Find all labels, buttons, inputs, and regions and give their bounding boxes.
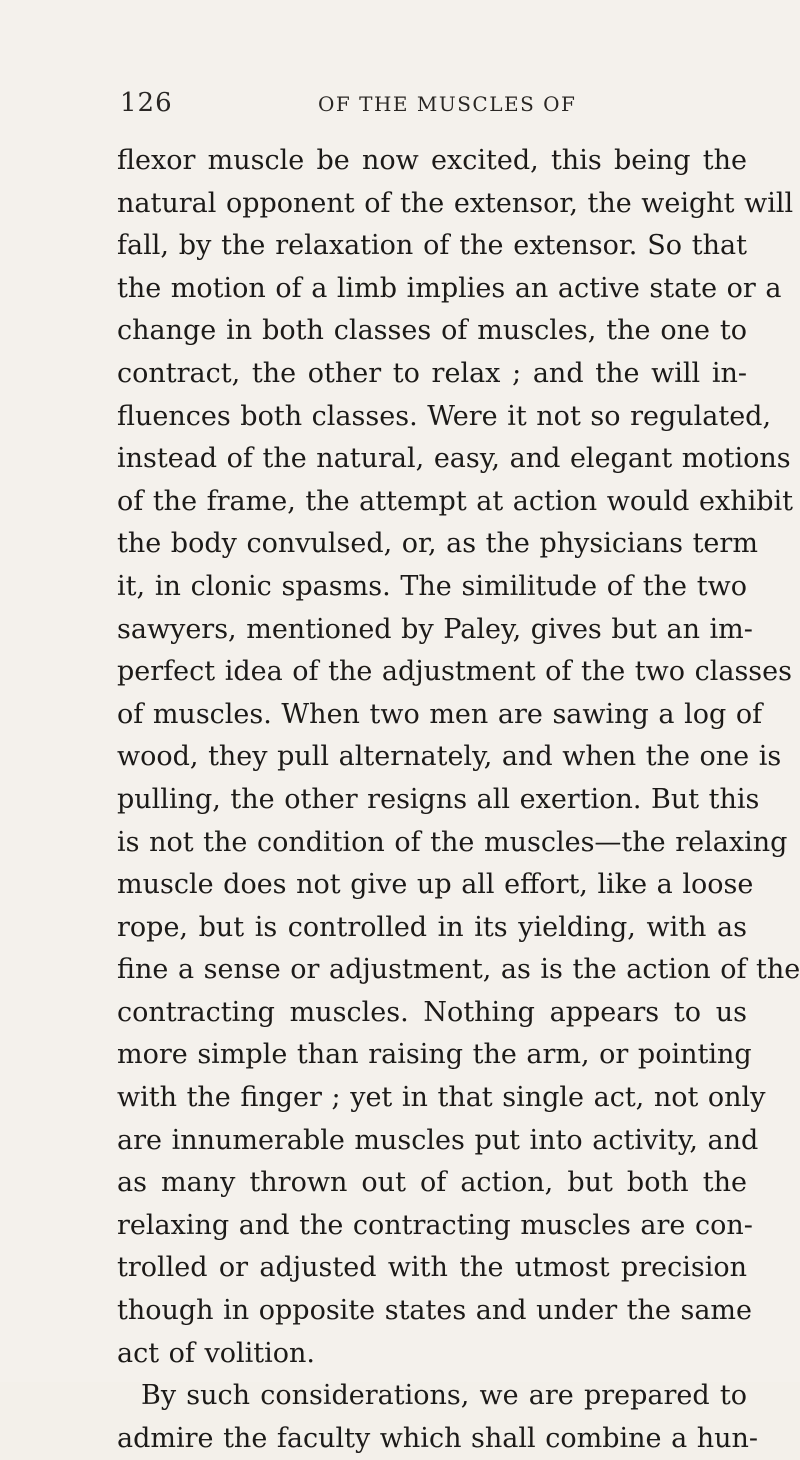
text-line: act of volition. xyxy=(117,1337,315,1369)
body-text xyxy=(117,140,800,1460)
text-line: wood, they pull alternately, and when the one is xyxy=(117,741,782,773)
page-number: 126 xyxy=(120,88,173,118)
text-line: perfect idea of the adjustment of the two classes xyxy=(117,656,792,688)
text-line: contracting muscles. Nothing appears to us xyxy=(117,996,747,1028)
text-line: of the frame, the attempt at action would exhibit xyxy=(117,485,793,517)
text-line: trolled or adjusted with the utmost precision xyxy=(117,1252,747,1284)
text-line: are innumerable muscles put into activity, and xyxy=(117,1124,759,1156)
text-line: natural opponent of the extensor, the weight will xyxy=(117,187,794,219)
text-line: sawyers, mentioned by Paley, gives but an im- xyxy=(117,613,753,645)
text-line: it, in clonic spasms. The similitude of the two xyxy=(117,570,747,602)
text-line: fine a sense or adjustment, as is the action of the xyxy=(117,954,800,986)
text-line: is not the condition of the muscles—the relaxing xyxy=(117,826,788,858)
text-line: as many thrown out of action, but both the xyxy=(117,1167,747,1199)
text-line: fluences both classes. Were it not so regulated, xyxy=(117,400,772,432)
text-line: with the finger ; yet in that single act, not only xyxy=(117,1082,766,1114)
text-line: rope, but is controlled in its yielding, with as xyxy=(117,911,747,943)
text-line: contract, the other to relax ; and the will in- xyxy=(117,357,747,389)
text-line: admire the faculty which shall combine a hun- xyxy=(117,1422,759,1454)
running-head: OF THE MUSCLES OF xyxy=(318,92,577,116)
text-line: though in opposite states and under the same xyxy=(117,1295,753,1327)
text-line: the motion of a limb implies an active state or a xyxy=(117,272,782,304)
text-line: fall, by the relaxation of the extensor. So that xyxy=(117,230,747,262)
text-line: more simple than raising the arm, or pointing xyxy=(117,1039,752,1071)
text-line: muscle does not give up all effort, like a loose xyxy=(117,869,754,901)
text-line: relaxing and the contracting muscles are con- xyxy=(117,1209,753,1241)
text-line: instead of the natural, easy, and elegant motions xyxy=(117,443,791,475)
text-line: of muscles. When two men are sawing a log of xyxy=(117,698,763,730)
text-line: the body convulsed, or, as the physicians term xyxy=(117,528,758,560)
text-line: By such considerations, we are prepared to xyxy=(141,1380,747,1412)
text-line: flexor muscle be now excited, this being the xyxy=(117,145,747,176)
text-line: change in both classes of muscles, the one to xyxy=(117,315,747,347)
page-header xyxy=(120,88,720,118)
text-line: pulling, the other resigns all exertion. But this xyxy=(117,783,760,815)
